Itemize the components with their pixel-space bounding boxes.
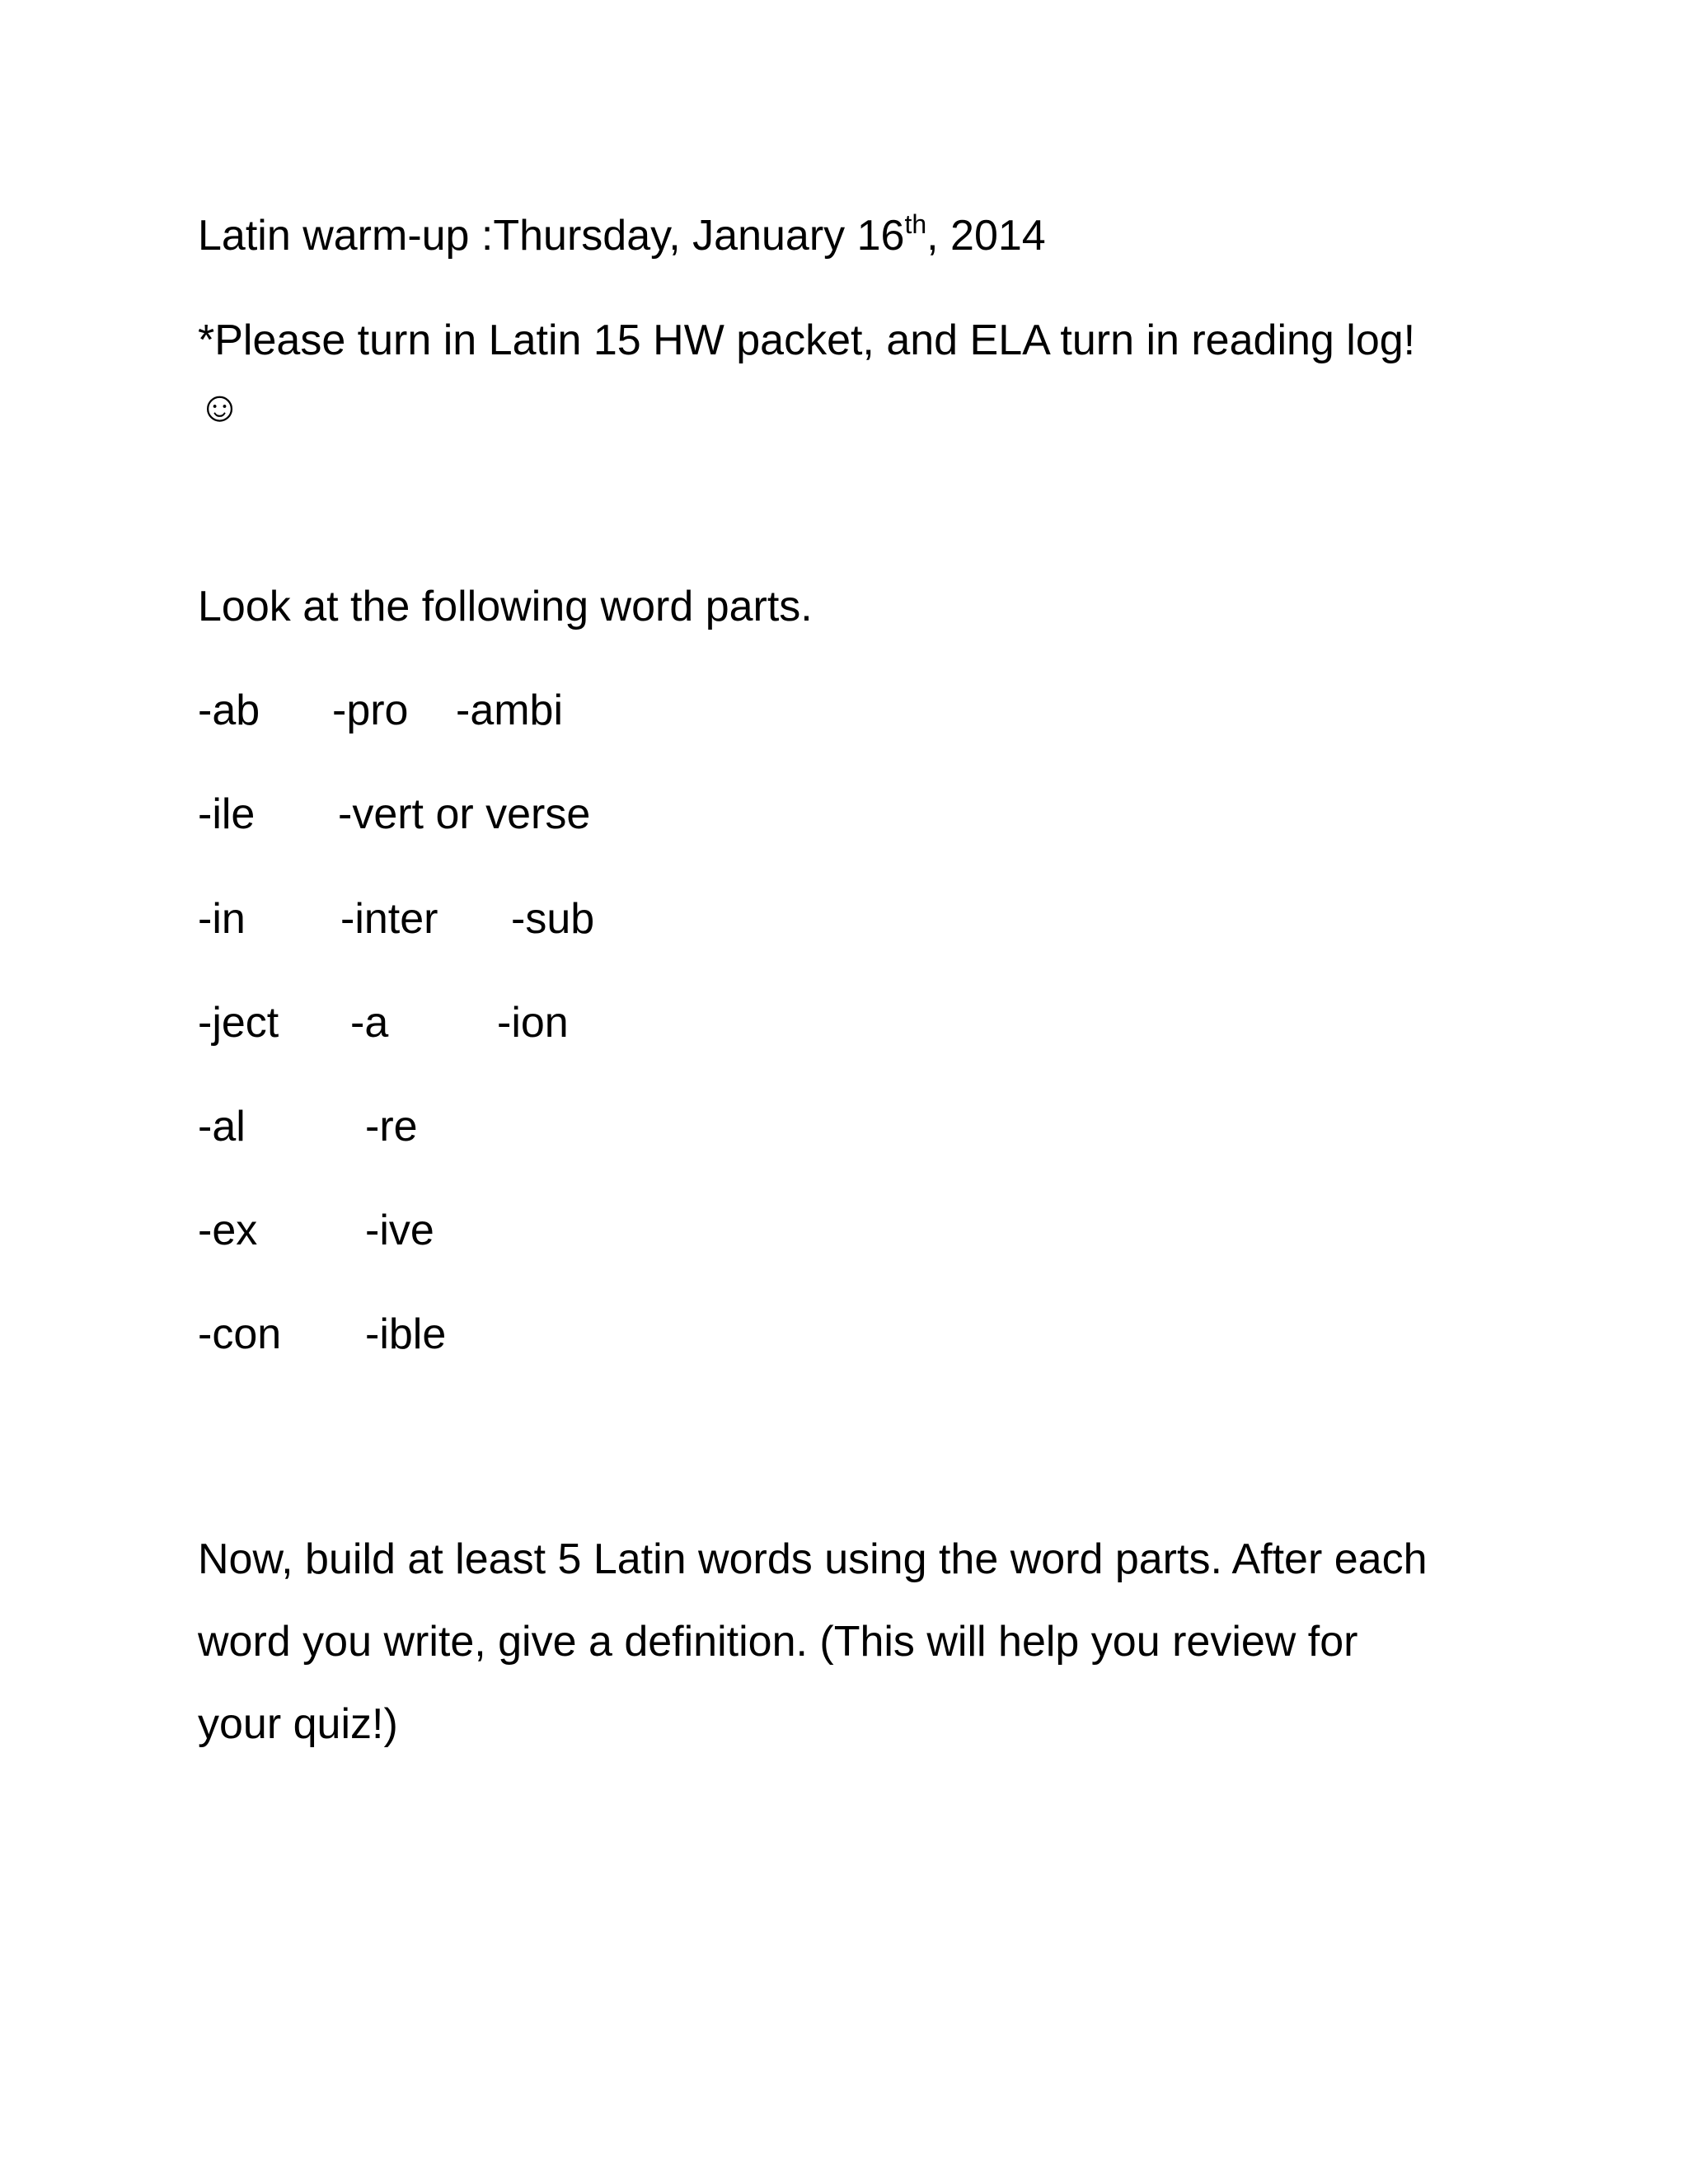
word-part: -ion (497, 999, 569, 1047)
task-line: Now, build at least 5 Latin words using the word parts. After each (198, 1535, 1428, 1583)
smiley-icon: ☺ (198, 383, 242, 431)
title-suffix: , 2014 (926, 212, 1046, 260)
word-part: -ex (198, 1207, 258, 1254)
word-part: -ab (198, 687, 260, 734)
word-part: -ambi (456, 687, 564, 734)
word-part: -inter (340, 895, 438, 943)
word-part: -ible (365, 1310, 447, 1358)
word-part: -in (198, 895, 246, 943)
word-part: -ile (198, 790, 256, 838)
task-paragraph (198, 1518, 1517, 1765)
word-part: -sub (511, 895, 595, 943)
word-part: -con (198, 1310, 282, 1358)
word-part: -re (365, 1103, 418, 1151)
task-line: word you write, give a definition. (This will help you review for (198, 1618, 1358, 1666)
word-part: -ive (365, 1207, 434, 1254)
homework-notice: *Please turn in Latin 15 HW packet, and ELA turn in reading log! (198, 316, 1416, 364)
word-part: -vert or verse (338, 790, 591, 838)
instruction-text: Look at the following word parts. (198, 583, 813, 630)
word-part: -a (350, 999, 389, 1047)
word-part: -ject (198, 999, 279, 1047)
title-superscript: th (904, 209, 927, 239)
word-part: -al (198, 1103, 246, 1151)
word-part: -pro (332, 687, 409, 734)
task-line: your quiz!) (198, 1700, 398, 1748)
title-prefix: Latin warm-up :Thursday, January 16 (198, 212, 905, 260)
page-title (198, 211, 1046, 265)
